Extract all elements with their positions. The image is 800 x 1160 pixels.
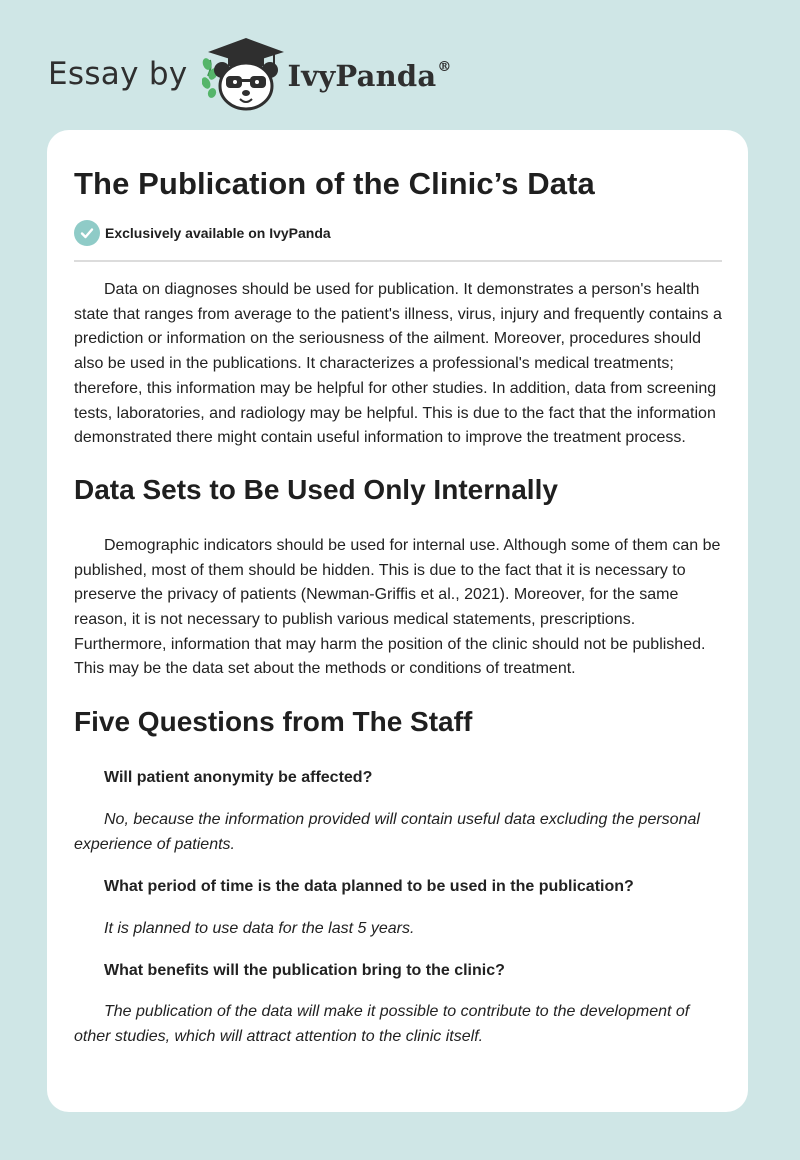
answer-2: It is planned to use data for the last 5 years.: [104, 919, 415, 937]
check-icon: [74, 220, 100, 246]
question-1: Will patient anonymity be affected?: [104, 769, 373, 787]
exclusive-badge: [74, 220, 722, 262]
brand-text: IvyPanda: [287, 59, 437, 93]
brand-name: [288, 59, 452, 93]
paragraph-intro: Data on diagnoses should be used for publication. It demonstrates a person's health state that ranges from average to the patient's illness, virus, injury and frequently contains a prediction or information on the seriousness of the ailment. Moreover, procedures should also be used in the publications. It characterizes a professional's medical treatments; therefore, this information may be helpful for other studies. In addition, data from screening tests, laboratories, and radiology may be helpful. This is due to the fact that the information demonstrated there might contain useful information to improve the treatment process.: [74, 281, 722, 447]
article-card: [47, 130, 748, 1112]
exclusive-badge-text: Exclusively available on IvyPanda: [105, 225, 331, 241]
panda-graduate-icon: [202, 36, 284, 112]
paragraph-internal: Demographic indicators should be used for internal use. Although some of them can be published, most of them should be hidden. This is due to the fact that it is necessary to preserve the privacy of patients (Newman-Griffis et al., 2021). Moreover, for the same reason, it is not necessary to publish various medical statements, prescriptions. Furthermore, information that may harm the position of the clinic should not be published. This may be the data set about the methods or conditions of treatment.: [74, 536, 721, 678]
essay-by-label: Essay by: [48, 56, 188, 92]
page-title: The Publication of the Clinic’s Data: [74, 166, 595, 201]
question-3: What benefits will the publication bring to the clinic?: [104, 961, 505, 979]
section-heading-questions: Five Questions from The Staff: [74, 706, 473, 738]
site-header: [48, 34, 452, 114]
answer-1: No, because the information provided will contain useful data excluding the personal experience of patients.: [74, 810, 700, 853]
question-2: What period of time is the data planned to be used in the publication?: [104, 878, 634, 896]
answer-3: The publication of the data will make it possible to contribute to the development of other studies, which will attract attention to the clinic itself.: [74, 1003, 690, 1046]
section-heading-internal: Data Sets to Be Used Only Internally: [74, 473, 558, 505]
registered-mark: ®: [437, 59, 452, 76]
